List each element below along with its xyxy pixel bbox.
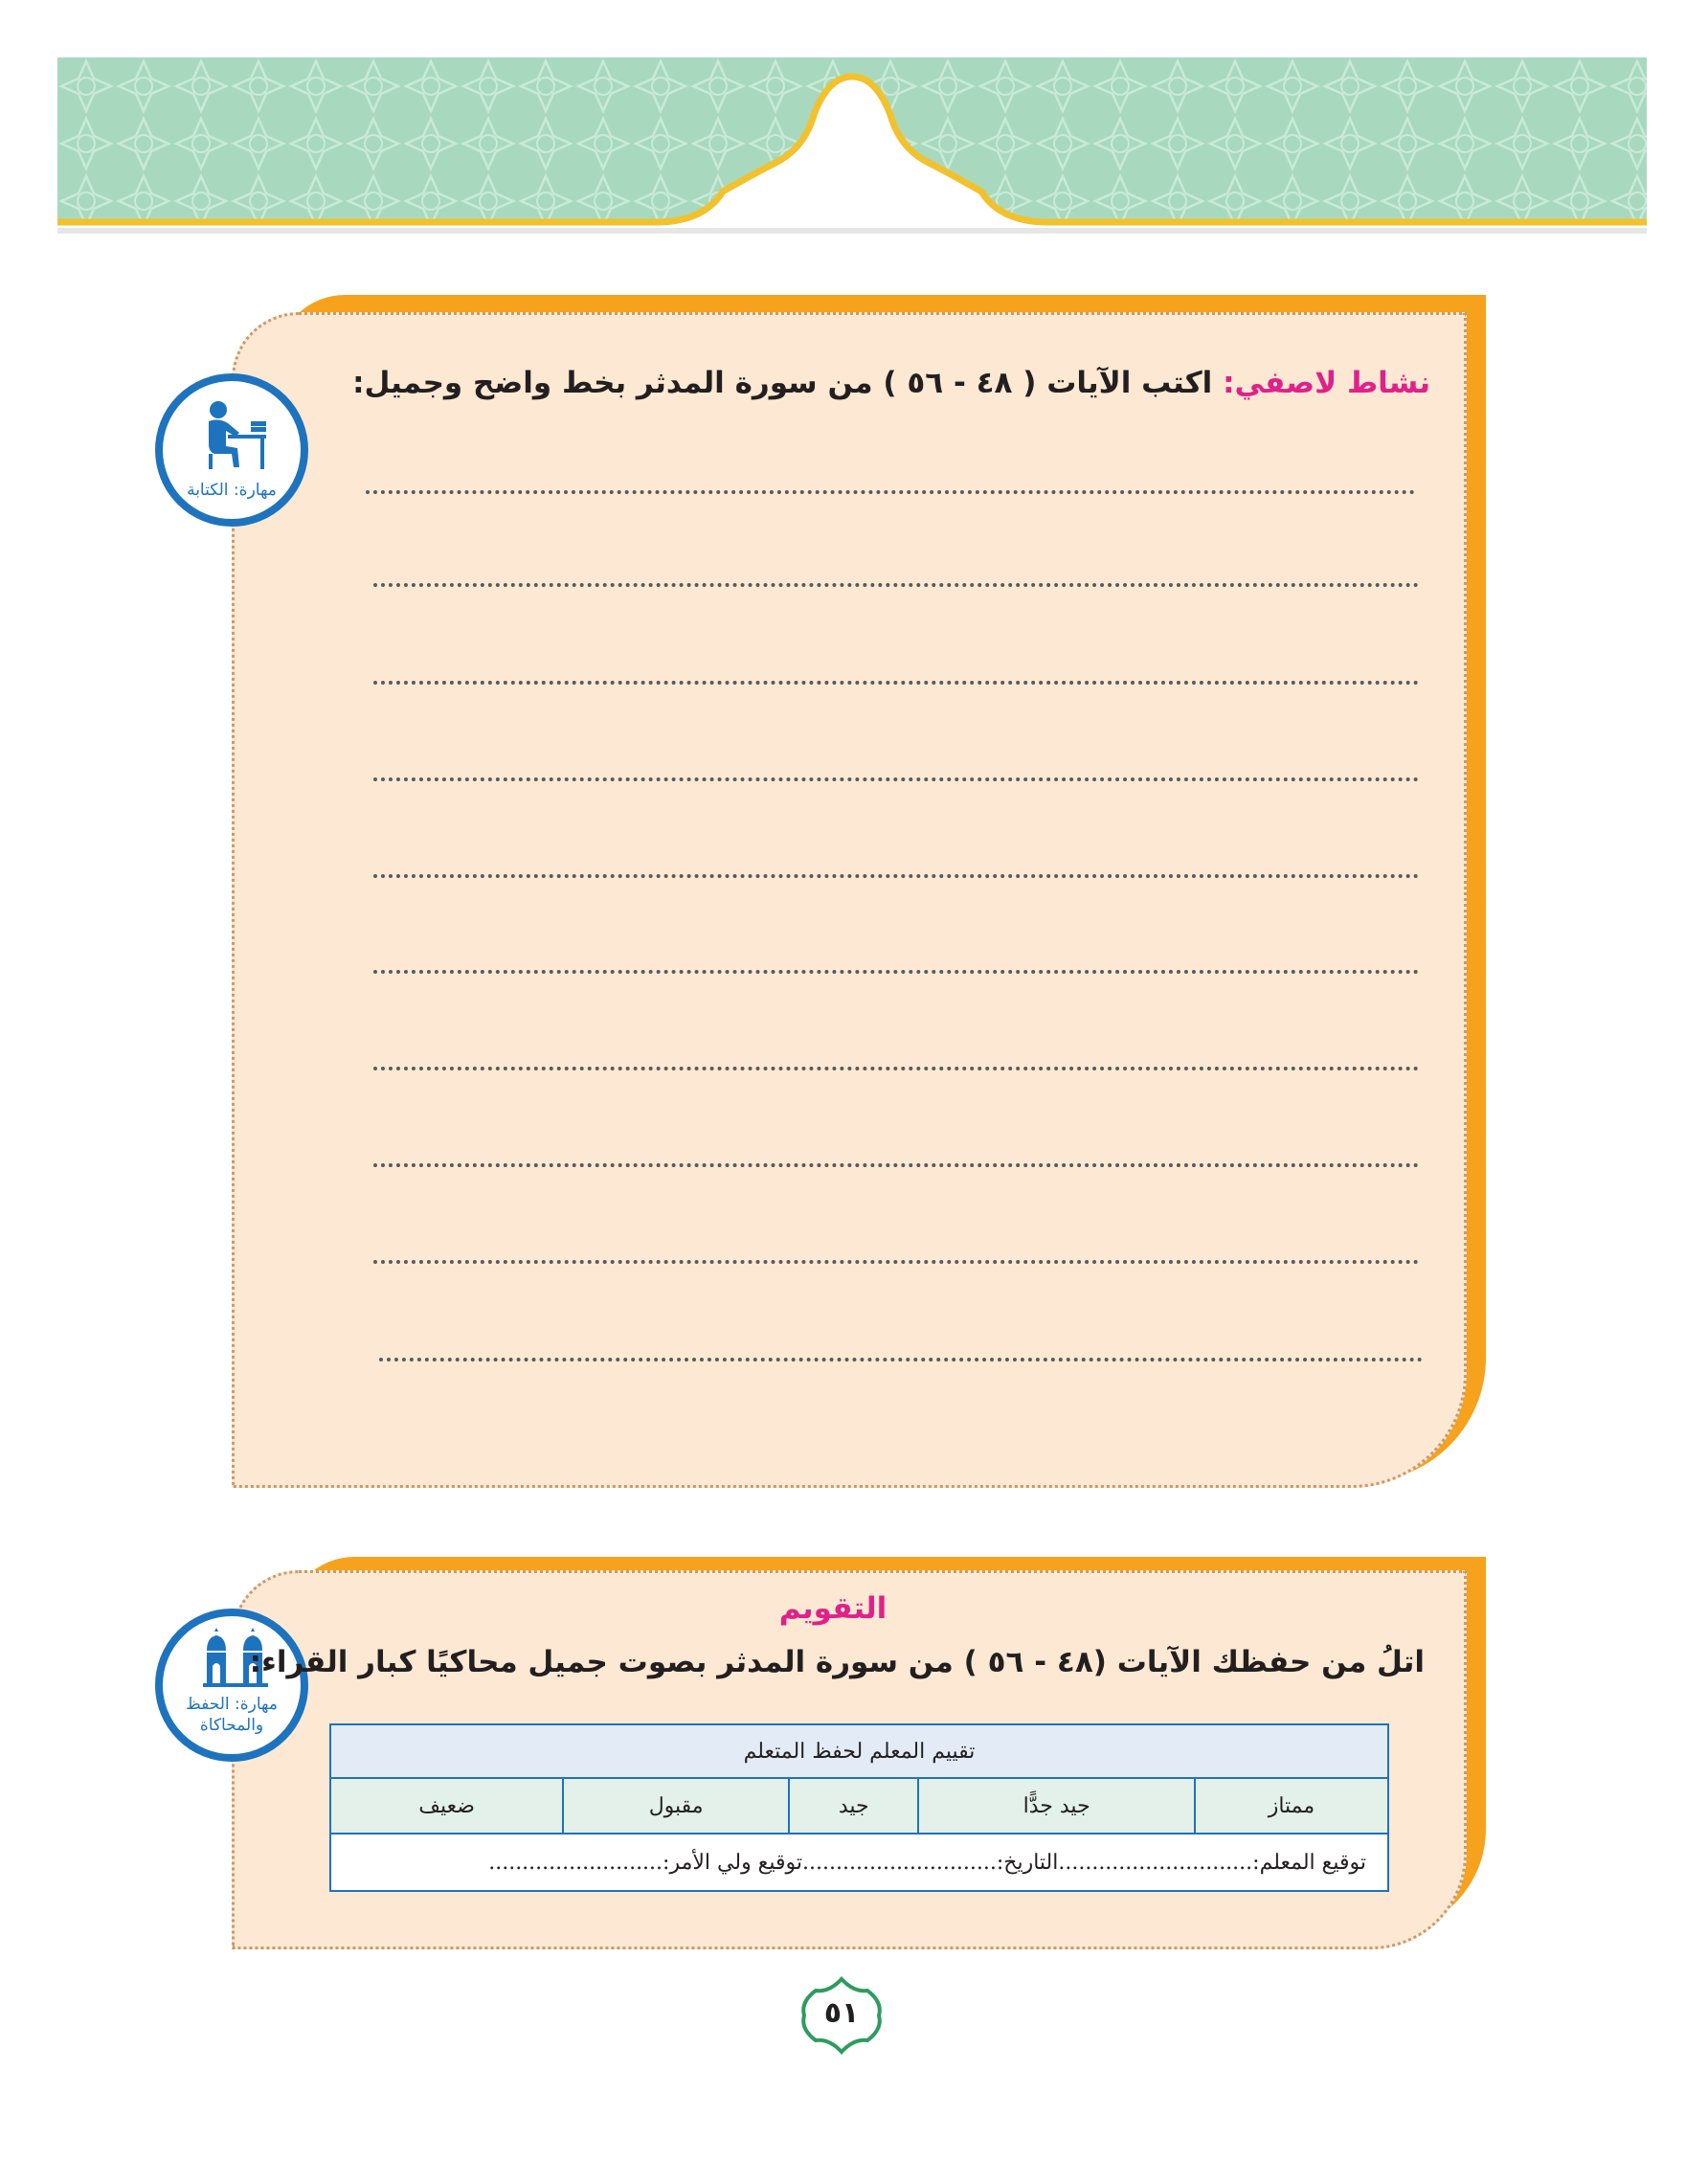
activity-title: نشاط لاصفي: اكتب الآيات ( ٤٨ - ٥٦ ) من سورة المدثر بخط واضح وجميل: xyxy=(352,366,1430,400)
evaluation-table-title: تقييم المعلم لحفظ المتعلم xyxy=(330,1724,1388,1778)
signature-line: توقيع المعلم:.............................التاريخ:.............................توقيع ولي الأمر:.......................... xyxy=(330,1834,1388,1891)
writing-skill-label: مهارة: الكتابة xyxy=(187,481,277,500)
writing-line xyxy=(373,583,1419,587)
grade-excellent[interactable]: ممتاز xyxy=(1195,1778,1388,1834)
activity-label: نشاط لاصفي xyxy=(1234,366,1430,400)
writing-line xyxy=(373,1163,1419,1167)
memorization-skill-label-1: مهارة: الحفظ xyxy=(186,1695,278,1714)
teacher-evaluation-table xyxy=(329,1723,1389,1892)
writing-line xyxy=(373,874,1419,878)
memorization-skill-badge xyxy=(155,1609,308,1762)
top-banner xyxy=(57,57,1647,239)
grade-very-good[interactable]: جيد جدًّا xyxy=(918,1778,1195,1834)
evaluation-heading: التقويم xyxy=(778,1591,888,1626)
page-number: ٥١ xyxy=(823,1996,860,2030)
activity-card xyxy=(232,312,1467,1488)
activity-instruction: اكتب الآيات ( ٤٨ - ٥٦ ) من سورة المدثر بخط واضح وجميل: xyxy=(352,366,1213,400)
grade-acceptable[interactable]: مقبول xyxy=(563,1778,789,1834)
writing-skill-badge xyxy=(155,373,308,527)
writing-line xyxy=(373,777,1419,781)
writing-line xyxy=(373,1260,1419,1264)
grade-good[interactable]: جيد xyxy=(789,1778,918,1834)
writing-line xyxy=(373,970,1419,974)
writing-line xyxy=(373,681,1419,685)
student-writing-icon xyxy=(199,398,268,473)
page-number-frame xyxy=(797,1975,887,2056)
grade-weak[interactable]: ضعيف xyxy=(330,1778,563,1834)
writing-line xyxy=(366,490,1415,494)
writing-line xyxy=(379,1358,1423,1362)
writing-line xyxy=(373,1067,1419,1070)
evaluation-instruction: اتلُ من حفظك الآيات (٤٨ - ٥٦ ) من سورة المدثر بصوت جميل محاكيًا كبار القراء: xyxy=(249,1645,1425,1679)
memorization-skill-label-2: والمحاكاة xyxy=(199,1716,264,1735)
